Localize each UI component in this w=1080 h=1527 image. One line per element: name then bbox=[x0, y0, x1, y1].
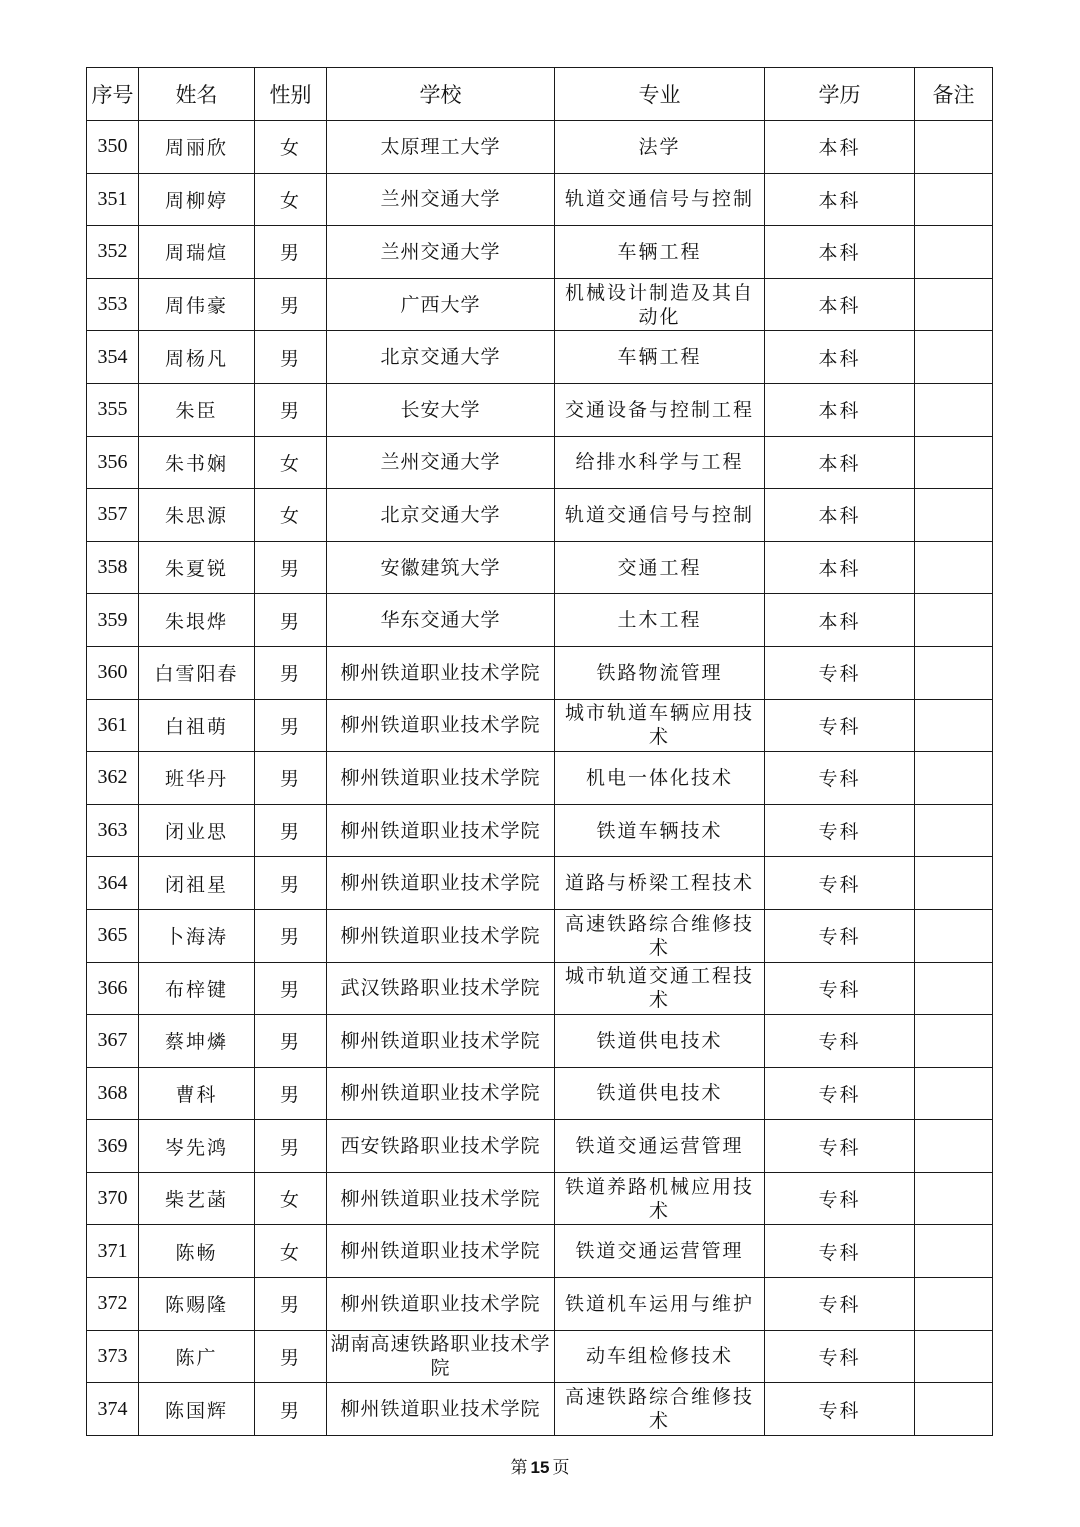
cell-degree: 专科 bbox=[765, 699, 915, 752]
cell-serial-number: 372 bbox=[87, 1278, 139, 1331]
cell-note bbox=[915, 594, 993, 647]
cell-major: 轨道交通信号与控制 bbox=[555, 489, 765, 542]
cell-degree: 专科 bbox=[765, 1383, 915, 1436]
cell-note bbox=[915, 646, 993, 699]
footer-prefix: 第 bbox=[510, 1458, 528, 1478]
cell-name: 柴艺菡 bbox=[139, 1172, 255, 1225]
cell-serial-number: 358 bbox=[87, 541, 139, 594]
cell-gender: 男 bbox=[255, 226, 327, 279]
cell-degree: 本科 bbox=[765, 489, 915, 542]
table-row bbox=[87, 173, 993, 226]
cell-note bbox=[915, 1330, 993, 1383]
cell-note bbox=[915, 909, 993, 962]
header-gender: 性别 bbox=[255, 68, 327, 121]
cell-note bbox=[915, 1172, 993, 1225]
cell-school: 广西大学 bbox=[327, 278, 555, 331]
cell-gender: 男 bbox=[255, 383, 327, 436]
cell-school: 柳州铁道职业技术学院 bbox=[327, 857, 555, 910]
cell-note bbox=[915, 278, 993, 331]
cell-gender: 女 bbox=[255, 1172, 327, 1225]
cell-gender: 男 bbox=[255, 646, 327, 699]
cell-major: 交通设备与控制工程 bbox=[555, 383, 765, 436]
cell-degree: 本科 bbox=[765, 278, 915, 331]
cell-major: 动车组检修技术 bbox=[555, 1330, 765, 1383]
cell-note bbox=[915, 1067, 993, 1120]
table-row bbox=[87, 1278, 993, 1331]
cell-school: 柳州铁道职业技术学院 bbox=[327, 699, 555, 752]
cell-degree: 本科 bbox=[765, 594, 915, 647]
cell-degree: 本科 bbox=[765, 173, 915, 226]
cell-school: 武汉铁路职业技术学院 bbox=[327, 962, 555, 1015]
cell-major: 车辆工程 bbox=[555, 226, 765, 279]
table-row bbox=[87, 1225, 993, 1278]
cell-school: 兰州交通大学 bbox=[327, 226, 555, 279]
cell-major: 轨道交通信号与控制 bbox=[555, 173, 765, 226]
cell-name: 闭祖星 bbox=[139, 857, 255, 910]
page-number: 15 bbox=[530, 1458, 550, 1477]
cell-gender: 女 bbox=[255, 489, 327, 542]
cell-name: 朱臣 bbox=[139, 383, 255, 436]
cell-serial-number: 362 bbox=[87, 752, 139, 805]
cell-gender: 男 bbox=[255, 909, 327, 962]
cell-gender: 男 bbox=[255, 594, 327, 647]
cell-serial-number: 367 bbox=[87, 1015, 139, 1068]
cell-major: 交通工程 bbox=[555, 541, 765, 594]
table-row bbox=[87, 121, 993, 174]
cell-note bbox=[915, 857, 993, 910]
cell-name: 蔡坤燐 bbox=[139, 1015, 255, 1068]
cell-note bbox=[915, 331, 993, 384]
cell-major: 高速铁路综合维修技术 bbox=[555, 1383, 765, 1436]
table-body bbox=[87, 121, 993, 1436]
table-row bbox=[87, 1120, 993, 1173]
cell-serial-number: 364 bbox=[87, 857, 139, 910]
cell-serial-number: 369 bbox=[87, 1120, 139, 1173]
cell-serial-number: 351 bbox=[87, 173, 139, 226]
cell-degree: 专科 bbox=[765, 804, 915, 857]
cell-name: 陈国辉 bbox=[139, 1383, 255, 1436]
cell-major: 铁路物流管理 bbox=[555, 646, 765, 699]
cell-note bbox=[915, 1015, 993, 1068]
table-row bbox=[87, 541, 993, 594]
cell-major: 铁道供电技术 bbox=[555, 1015, 765, 1068]
cell-school: 柳州铁道职业技术学院 bbox=[327, 909, 555, 962]
cell-gender: 男 bbox=[255, 278, 327, 331]
cell-school: 柳州铁道职业技术学院 bbox=[327, 1225, 555, 1278]
table-row bbox=[87, 699, 993, 752]
cell-degree: 本科 bbox=[765, 436, 915, 489]
header-school: 学校 bbox=[327, 68, 555, 121]
cell-note bbox=[915, 752, 993, 805]
cell-gender: 男 bbox=[255, 1015, 327, 1068]
cell-serial-number: 359 bbox=[87, 594, 139, 647]
cell-note bbox=[915, 1120, 993, 1173]
cell-school: 柳州铁道职业技术学院 bbox=[327, 1015, 555, 1068]
cell-gender: 男 bbox=[255, 804, 327, 857]
cell-serial-number: 374 bbox=[87, 1383, 139, 1436]
cell-note bbox=[915, 962, 993, 1015]
table-row bbox=[87, 489, 993, 542]
table-row bbox=[87, 646, 993, 699]
cell-name: 岑先鸿 bbox=[139, 1120, 255, 1173]
cell-name: 陈赐隆 bbox=[139, 1278, 255, 1331]
cell-school: 柳州铁道职业技术学院 bbox=[327, 646, 555, 699]
cell-major: 高速铁路综合维修技术 bbox=[555, 909, 765, 962]
cell-degree: 本科 bbox=[765, 121, 915, 174]
cell-name: 朱夏锐 bbox=[139, 541, 255, 594]
cell-name: 周丽欣 bbox=[139, 121, 255, 174]
cell-serial-number: 366 bbox=[87, 962, 139, 1015]
footer-suffix: 页 bbox=[552, 1458, 570, 1478]
cell-degree: 专科 bbox=[765, 1330, 915, 1383]
cell-school: 柳州铁道职业技术学院 bbox=[327, 752, 555, 805]
cell-school: 兰州交通大学 bbox=[327, 173, 555, 226]
cell-degree: 专科 bbox=[765, 1278, 915, 1331]
cell-note bbox=[915, 1225, 993, 1278]
cell-note bbox=[915, 489, 993, 542]
cell-degree: 专科 bbox=[765, 1120, 915, 1173]
cell-school: 柳州铁道职业技术学院 bbox=[327, 1172, 555, 1225]
cell-major: 铁道车辆技术 bbox=[555, 804, 765, 857]
cell-degree: 专科 bbox=[765, 752, 915, 805]
cell-name: 周柳婷 bbox=[139, 173, 255, 226]
cell-school: 太原理工大学 bbox=[327, 121, 555, 174]
cell-name: 周瑞煊 bbox=[139, 226, 255, 279]
cell-gender: 男 bbox=[255, 1383, 327, 1436]
header-serial-number: 序号 bbox=[87, 68, 139, 121]
table-row bbox=[87, 436, 993, 489]
cell-gender: 男 bbox=[255, 1067, 327, 1120]
cell-major: 城市轨道交通工程技术 bbox=[555, 962, 765, 1015]
cell-name: 周杨凡 bbox=[139, 331, 255, 384]
cell-degree: 专科 bbox=[765, 1225, 915, 1278]
cell-gender: 女 bbox=[255, 436, 327, 489]
cell-note bbox=[915, 804, 993, 857]
cell-gender: 男 bbox=[255, 541, 327, 594]
table-row bbox=[87, 594, 993, 647]
cell-name: 布梓键 bbox=[139, 962, 255, 1015]
cell-gender: 女 bbox=[255, 1225, 327, 1278]
cell-note bbox=[915, 121, 993, 174]
cell-school: 柳州铁道职业技术学院 bbox=[327, 1383, 555, 1436]
table-row bbox=[87, 1067, 993, 1120]
cell-degree: 本科 bbox=[765, 383, 915, 436]
cell-note bbox=[915, 383, 993, 436]
cell-name: 卜海涛 bbox=[139, 909, 255, 962]
cell-major: 铁道养路机械应用技术 bbox=[555, 1172, 765, 1225]
cell-major: 土木工程 bbox=[555, 594, 765, 647]
cell-note bbox=[915, 699, 993, 752]
cell-name: 陈广 bbox=[139, 1330, 255, 1383]
cell-gender: 男 bbox=[255, 1120, 327, 1173]
cell-name: 朱思源 bbox=[139, 489, 255, 542]
cell-note bbox=[915, 173, 993, 226]
cell-school: 柳州铁道职业技术学院 bbox=[327, 804, 555, 857]
cell-gender: 男 bbox=[255, 752, 327, 805]
cell-degree: 本科 bbox=[765, 541, 915, 594]
header-degree: 学历 bbox=[765, 68, 915, 121]
cell-degree: 专科 bbox=[765, 1015, 915, 1068]
cell-serial-number: 354 bbox=[87, 331, 139, 384]
cell-major: 道路与桥梁工程技术 bbox=[555, 857, 765, 910]
cell-school: 柳州铁道职业技术学院 bbox=[327, 1278, 555, 1331]
cell-major: 铁道交通运营管理 bbox=[555, 1225, 765, 1278]
cell-school: 北京交通大学 bbox=[327, 331, 555, 384]
cell-degree: 专科 bbox=[765, 1067, 915, 1120]
cell-gender: 男 bbox=[255, 699, 327, 752]
cell-serial-number: 361 bbox=[87, 699, 139, 752]
cell-serial-number: 371 bbox=[87, 1225, 139, 1278]
page-footer bbox=[0, 1453, 1080, 1478]
cell-degree: 专科 bbox=[765, 962, 915, 1015]
cell-name: 朱垠烨 bbox=[139, 594, 255, 647]
cell-gender: 男 bbox=[255, 962, 327, 1015]
cell-gender: 男 bbox=[255, 331, 327, 384]
table-row bbox=[87, 962, 993, 1015]
header-note: 备注 bbox=[915, 68, 993, 121]
cell-note bbox=[915, 436, 993, 489]
cell-name: 朱书娴 bbox=[139, 436, 255, 489]
table-row bbox=[87, 331, 993, 384]
cell-name: 白雪阳春 bbox=[139, 646, 255, 699]
cell-major: 给排水科学与工程 bbox=[555, 436, 765, 489]
table-row bbox=[87, 804, 993, 857]
cell-major: 机械设计制造及其自动化 bbox=[555, 278, 765, 331]
cell-serial-number: 363 bbox=[87, 804, 139, 857]
table-row bbox=[87, 909, 993, 962]
cell-degree: 本科 bbox=[765, 331, 915, 384]
cell-serial-number: 355 bbox=[87, 383, 139, 436]
table-row bbox=[87, 752, 993, 805]
cell-serial-number: 365 bbox=[87, 909, 139, 962]
cell-serial-number: 352 bbox=[87, 226, 139, 279]
cell-serial-number: 368 bbox=[87, 1067, 139, 1120]
cell-school: 兰州交通大学 bbox=[327, 436, 555, 489]
cell-name: 白祖萌 bbox=[139, 699, 255, 752]
table-row bbox=[87, 383, 993, 436]
table-row bbox=[87, 226, 993, 279]
table-row bbox=[87, 1172, 993, 1225]
table-row bbox=[87, 1383, 993, 1436]
cell-gender: 男 bbox=[255, 1278, 327, 1331]
cell-degree: 专科 bbox=[765, 909, 915, 962]
cell-gender: 女 bbox=[255, 173, 327, 226]
cell-school: 西安铁路职业技术学院 bbox=[327, 1120, 555, 1173]
cell-name: 陈畅 bbox=[139, 1225, 255, 1278]
cell-major: 法学 bbox=[555, 121, 765, 174]
cell-school: 华东交通大学 bbox=[327, 594, 555, 647]
cell-note bbox=[915, 541, 993, 594]
cell-school: 长安大学 bbox=[327, 383, 555, 436]
cell-serial-number: 370 bbox=[87, 1172, 139, 1225]
roster-table bbox=[86, 67, 993, 1436]
cell-major: 铁道供电技术 bbox=[555, 1067, 765, 1120]
cell-school: 湖南高速铁路职业技术学院 bbox=[327, 1330, 555, 1383]
cell-school: 柳州铁道职业技术学院 bbox=[327, 1067, 555, 1120]
header-major: 专业 bbox=[555, 68, 765, 121]
cell-serial-number: 356 bbox=[87, 436, 139, 489]
cell-degree: 本科 bbox=[765, 226, 915, 279]
cell-major: 车辆工程 bbox=[555, 331, 765, 384]
cell-serial-number: 357 bbox=[87, 489, 139, 542]
cell-school: 安徽建筑大学 bbox=[327, 541, 555, 594]
cell-gender: 男 bbox=[255, 1330, 327, 1383]
cell-name: 周伟豪 bbox=[139, 278, 255, 331]
cell-name: 班华丹 bbox=[139, 752, 255, 805]
cell-degree: 专科 bbox=[765, 646, 915, 699]
cell-serial-number: 373 bbox=[87, 1330, 139, 1383]
cell-major: 机电一体化技术 bbox=[555, 752, 765, 805]
cell-note bbox=[915, 1278, 993, 1331]
cell-serial-number: 360 bbox=[87, 646, 139, 699]
cell-serial-number: 350 bbox=[87, 121, 139, 174]
header-name: 姓名 bbox=[139, 68, 255, 121]
cell-note bbox=[915, 1383, 993, 1436]
table-row bbox=[87, 278, 993, 331]
cell-gender: 男 bbox=[255, 857, 327, 910]
cell-degree: 专科 bbox=[765, 1172, 915, 1225]
table-header-row bbox=[87, 68, 993, 121]
cell-major: 城市轨道车辆应用技术 bbox=[555, 699, 765, 752]
table-row bbox=[87, 857, 993, 910]
cell-major: 铁道机车运用与维护 bbox=[555, 1278, 765, 1331]
table-row bbox=[87, 1015, 993, 1068]
cell-degree: 专科 bbox=[765, 857, 915, 910]
cell-name: 闭业思 bbox=[139, 804, 255, 857]
cell-note bbox=[915, 226, 993, 279]
cell-name: 曹科 bbox=[139, 1067, 255, 1120]
cell-major: 铁道交通运营管理 bbox=[555, 1120, 765, 1173]
cell-gender: 女 bbox=[255, 121, 327, 174]
cell-serial-number: 353 bbox=[87, 278, 139, 331]
cell-school: 北京交通大学 bbox=[327, 489, 555, 542]
table-row bbox=[87, 1330, 993, 1383]
